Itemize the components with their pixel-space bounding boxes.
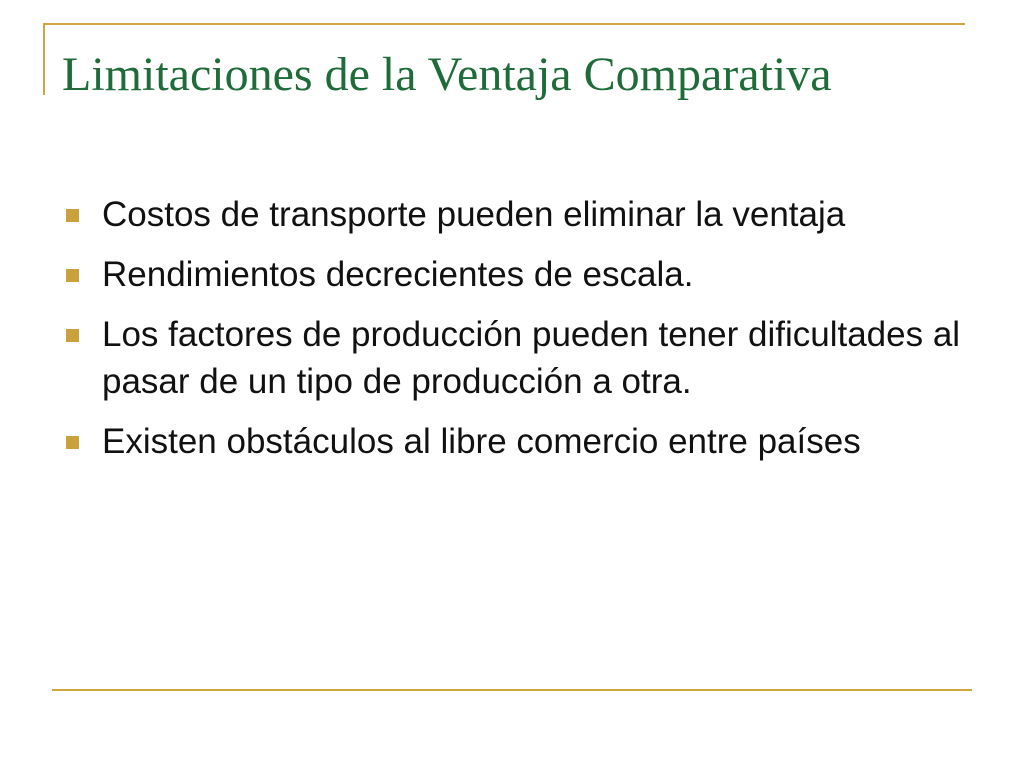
bullet-item (62, 251, 962, 298)
square-bullet-icon (66, 329, 79, 342)
bullet-text: Rendimientos decrecientes de escala. (102, 255, 694, 294)
slide-title: Limitaciones de la Ventaja Comparativa (62, 48, 832, 101)
bullet-list (62, 191, 962, 478)
bullet-item (62, 191, 962, 238)
bullet-text: Costos de transporte pueden eliminar la ventaja (102, 195, 846, 234)
bullet-item (62, 311, 962, 405)
top-rule (43, 23, 965, 25)
bullet-item (62, 418, 962, 465)
bullet-text: Existen obstáculos al libre comercio entre países (102, 422, 861, 461)
bottom-rule (52, 689, 972, 691)
square-bullet-icon (66, 209, 79, 222)
square-bullet-icon (66, 436, 79, 449)
left-rule (43, 23, 45, 95)
square-bullet-icon (66, 269, 79, 282)
bullet-text: Los factores de producción pueden tener dificultades al pasar de un tipo de producción a otra. (102, 315, 961, 401)
